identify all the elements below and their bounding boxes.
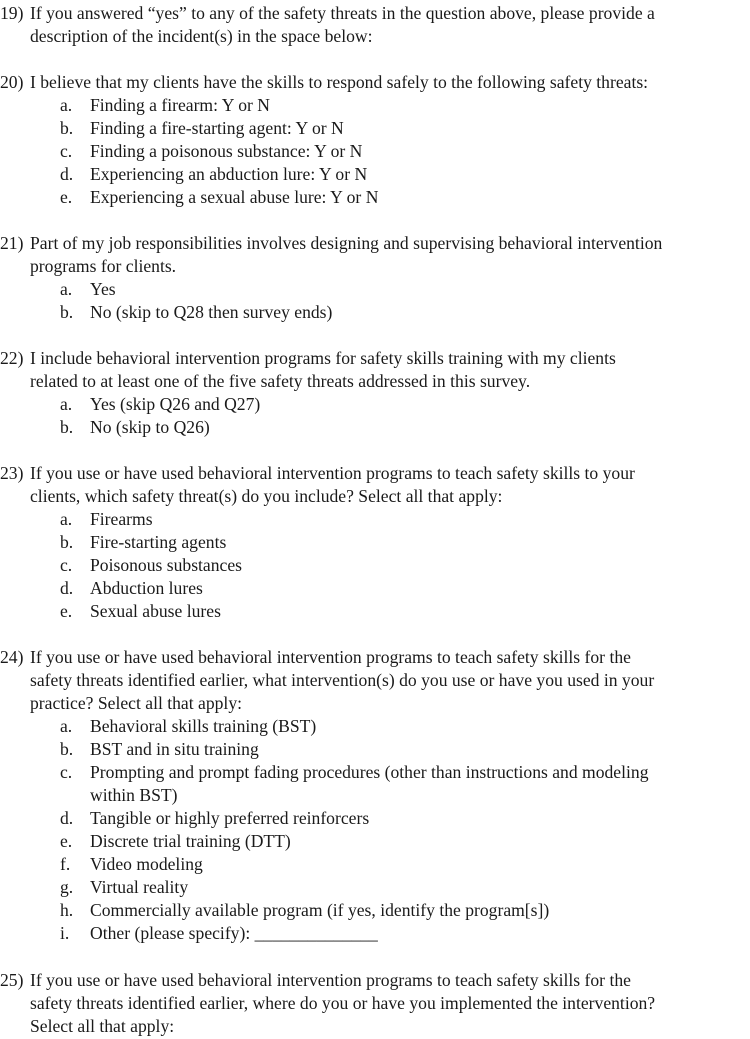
question-number: 23) — [0, 463, 24, 483]
question-21 — [0, 232, 750, 324]
option-item — [0, 600, 750, 623]
option-item — [0, 761, 750, 784]
option-letter: d. — [60, 808, 74, 828]
option-text: Other (please specify): ______________ — [90, 923, 378, 943]
question-text: safety threats identified earlier, where do you or have you implemented the intervention? — [30, 993, 656, 1013]
question-text: description of the incident(s) in the space below: — [30, 26, 373, 46]
option-list — [0, 393, 750, 439]
option-letter: a. — [60, 394, 73, 414]
option-text: Firearms — [90, 509, 153, 529]
option-item — [0, 738, 750, 761]
option-item — [0, 186, 750, 209]
option-text: Experiencing a sexual abuse lure: Y or N — [90, 187, 379, 207]
option-text: Experiencing an abduction lure: Y or N — [90, 164, 368, 184]
question-23 — [0, 462, 750, 623]
question-25-line-1 — [0, 969, 750, 992]
option-text: No (skip to Q28 then survey ends) — [90, 302, 333, 322]
option-text: Finding a fire-starting agent: Y or N — [90, 118, 344, 138]
option-text: Fire-starting agents — [90, 532, 227, 552]
question-number: 21) — [0, 233, 24, 253]
option-text: Finding a firearm: Y or N — [90, 95, 270, 115]
option-list — [0, 94, 750, 209]
question-23-line-1 — [0, 462, 750, 485]
question-text: I include behavioral intervention programs for safety skills training with my clients — [30, 348, 616, 368]
question-22-line-1 — [0, 347, 750, 370]
question-number: 24) — [0, 647, 24, 667]
option-letter: e. — [60, 187, 73, 207]
option-list — [0, 508, 750, 623]
option-text: Prompting and prompt fading procedures (other than instructions and modeling — [90, 762, 649, 782]
option-text: Behavioral skills training (BST) — [90, 716, 317, 736]
option-item — [0, 554, 750, 577]
option-letter: e. — [60, 601, 73, 621]
option-item — [0, 301, 750, 324]
question-text: If you answered “yes” to any of the safety threats in the question above, please provide a — [30, 3, 655, 23]
question-text: If you use or have used behavioral intervention programs to teach safety skills to your — [30, 463, 635, 483]
question-19 — [0, 2, 750, 48]
option-text: Abduction lures — [90, 578, 203, 598]
question-24-line-1 — [0, 646, 750, 669]
question-number: 22) — [0, 348, 24, 368]
option-text: Commercially available program (if yes, identify the program[s]) — [90, 900, 550, 920]
option-item — [0, 715, 750, 738]
option-item — [0, 140, 750, 163]
question-text: safety threats identified earlier, what intervention(s) do you use or have you used in your — [30, 670, 655, 690]
option-letter: e. — [60, 831, 73, 851]
option-text: Yes (skip Q26 and Q27) — [90, 394, 261, 414]
option-text: Virtual reality — [90, 877, 189, 897]
option-letter: f. — [60, 854, 71, 874]
question-text: related to at least one of the five safety threats addressed in this survey. — [30, 371, 531, 391]
option-text: Discrete trial training (DTT) — [90, 831, 291, 851]
option-item — [0, 577, 750, 600]
option-letter: a. — [60, 95, 73, 115]
option-letter: c. — [60, 555, 73, 575]
question-21-line-1 — [0, 232, 750, 255]
option-letter: a. — [60, 279, 73, 299]
question-text: If you use or have used behavioral intervention programs to teach safety skills for the — [30, 970, 631, 990]
option-text: BST and in situ training — [90, 739, 259, 759]
option-item — [0, 416, 750, 439]
question-22 — [0, 347, 750, 439]
option-item — [0, 853, 750, 876]
option-letter: b. — [60, 302, 74, 322]
option-letter: g. — [60, 877, 74, 897]
option-letter: c. — [60, 762, 73, 782]
option-letter: i. — [60, 923, 70, 943]
option-item — [0, 393, 750, 416]
option-letter: b. — [60, 417, 74, 437]
option-text: Sexual abuse lures — [90, 601, 221, 621]
question-text: clients, which safety threat(s) do you include? Select all that apply: — [30, 486, 503, 506]
question-24 — [0, 646, 750, 945]
question-19-line-1 — [0, 2, 750, 25]
option-letter: b. — [60, 118, 74, 138]
option-text: Yes — [90, 279, 116, 299]
question-text: Select all that apply: — [30, 1016, 175, 1036]
question-number: 19) — [0, 3, 24, 23]
option-item — [0, 531, 750, 554]
option-letter: b. — [60, 739, 74, 759]
question-20-line-1 — [0, 71, 750, 94]
question-text: If you use or have used behavioral intervention programs to teach safety skills for the — [30, 647, 631, 667]
option-letter: d. — [60, 578, 74, 598]
option-text: Tangible or highly preferred reinforcers — [90, 808, 370, 828]
question-25 — [0, 969, 750, 1038]
option-item — [0, 830, 750, 853]
option-item — [0, 508, 750, 531]
option-item — [0, 117, 750, 140]
option-letter: a. — [60, 509, 73, 529]
option-text-continued: within BST) — [90, 785, 178, 805]
question-text: practice? Select all that apply: — [30, 693, 243, 713]
option-letter: b. — [60, 532, 74, 552]
question-text: I believe that my clients have the skills to respond safely to the following safety threats: — [30, 72, 649, 92]
option-letter: d. — [60, 164, 74, 184]
question-number: 20) — [0, 72, 24, 92]
question-number: 25) — [0, 970, 24, 990]
question-text: programs for clients. — [30, 256, 177, 276]
option-letter: a. — [60, 716, 73, 736]
option-letter: h. — [60, 900, 74, 920]
option-item — [0, 876, 750, 899]
option-item — [0, 899, 750, 922]
option-list — [0, 278, 750, 324]
option-item — [0, 94, 750, 117]
option-list — [0, 715, 750, 945]
option-item — [0, 922, 750, 945]
option-item — [0, 807, 750, 830]
question-text: Part of my job responsibilities involves designing and supervising behavioral intervention — [30, 233, 663, 253]
question-20 — [0, 71, 750, 209]
option-item — [0, 278, 750, 301]
option-text: No (skip to Q26) — [90, 417, 210, 437]
option-letter: c. — [60, 141, 73, 161]
option-text: Video modeling — [90, 854, 203, 874]
option-text: Poisonous substances — [90, 555, 242, 575]
option-item — [0, 163, 750, 186]
option-text: Finding a poisonous substance: Y or N — [90, 141, 363, 161]
